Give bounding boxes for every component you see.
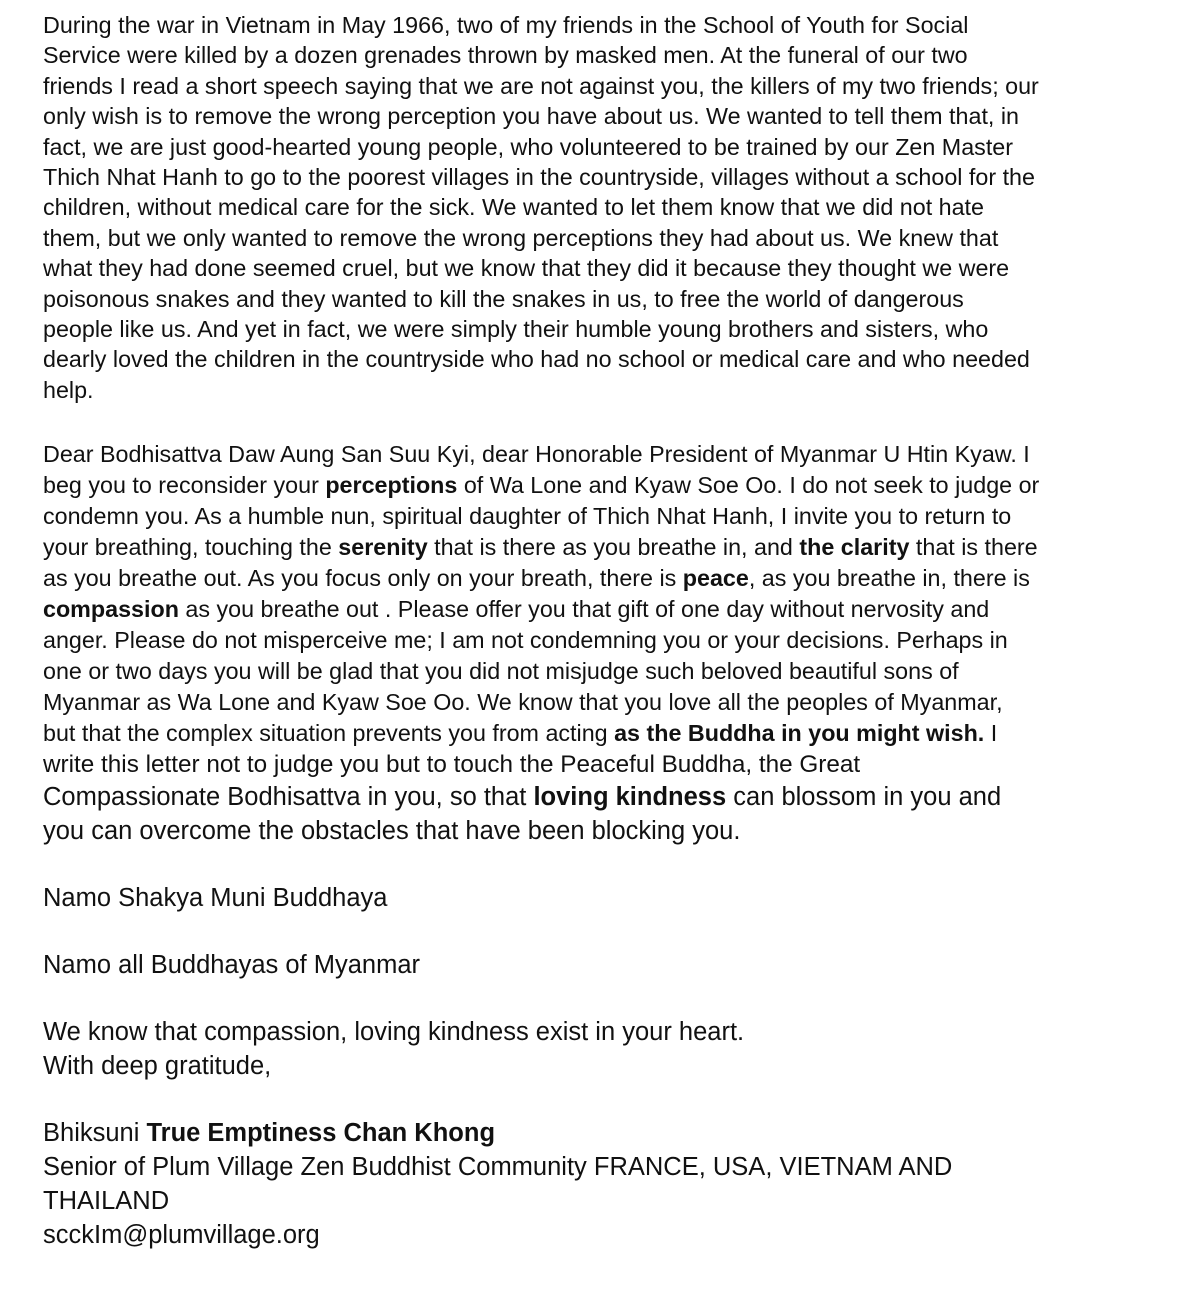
text-span: as you breathe out. As you focus only on your breath, there is — [43, 565, 683, 592]
text-line: dearly loved the children in the countryside who had no school or medical care and who needed — [43, 346, 1030, 373]
text-line: only wish is to remove the wrong perception you have about us. We wanted to tell them that, in — [43, 103, 1019, 130]
blank-line — [43, 982, 1153, 1015]
text-line: condemn you. As a humble nun, spiritual daughter of Thich Nhat Hanh, I invite you to return to — [43, 503, 1012, 530]
bold-perceptions: perceptions — [325, 472, 458, 499]
text-span: your breathing, touching the — [43, 534, 339, 561]
namo-myanmar-line: Namo all Buddhayas of Myanmar — [43, 951, 421, 980]
text-span: that is there as you breathe in, and — [427, 534, 800, 561]
bold-peace: peace — [682, 565, 749, 592]
text-line: friends I read a short speech saying that we are not against you, the killers of my two friends; our — [43, 72, 1039, 99]
blank-line — [43, 915, 1153, 948]
compassion-statement: We know that compassion, loving kindness exist in your heart. — [43, 1018, 745, 1047]
letter-page — [43, 10, 1153, 1252]
signature-role-line: THAILAND — [43, 1187, 170, 1216]
bold-buddha-wish: as the Buddha in you might wish. — [614, 720, 985, 747]
blank-line — [43, 1083, 1153, 1116]
text-line: write this letter not to judge you but to touch the Peaceful Buddha, the Great — [43, 751, 861, 779]
signature-title: Bhiksuni — [43, 1119, 147, 1148]
text-span: , as you breathe in, there is — [748, 565, 1030, 592]
text-line: anger. Please do not misperceive me; I am not condemning you or your decisions. Perhaps in — [43, 627, 1008, 654]
text-line: help. — [43, 376, 94, 403]
text-line: Dear Bodhisattva Daw Aung San Suu Kyi, dear Honorable President of Myanmar U Htin Kyaw. I — [43, 441, 1030, 468]
namo-shakya-line: Namo Shakya Muni Buddhaya — [43, 884, 388, 913]
text-line: people like us. And yet in fact, we were simply their humble young brothers and sisters, who — [43, 316, 989, 343]
text-span: but that the complex situation prevents you from acting — [43, 720, 615, 747]
signature-name-line — [43, 1116, 1153, 1150]
blank-line — [43, 848, 1153, 881]
text-line: Service were killed by a dozen grenades thrown by masked men. At the funeral of our two — [43, 42, 968, 69]
text-line: what they had done seemed cruel, but we know that they did it because they thought we were — [43, 255, 1010, 282]
text-line — [43, 594, 1153, 625]
paragraph-spacer — [43, 405, 1153, 439]
text-span: I — [984, 720, 998, 747]
signature-name: True Emptiness Chan Khong — [146, 1119, 496, 1148]
text-span: beg you to reconsider your — [43, 472, 326, 499]
bold-clarity: the clarity — [799, 534, 910, 561]
text-line — [43, 718, 1153, 749]
text-line — [43, 532, 1153, 563]
text-span: of Wa Lone and Kyaw Soe Oo. I do not seek to judge or — [457, 472, 1040, 499]
signature-role-line: Senior of Plum Village Zen Buddhist Community FRANCE, USA, VIETNAM AND — [43, 1153, 953, 1182]
text-line: poisonous snakes and they wanted to kill the snakes in us, to free the world of dangerous — [43, 285, 964, 312]
text-line: Thich Nhat Hanh to go to the poorest villages in the countryside, villages without a school for the — [43, 164, 1035, 191]
text-line — [43, 470, 1153, 501]
bold-serenity: serenity — [338, 534, 428, 561]
paragraph-war-memory — [43, 10, 1153, 405]
text-line: During the war in Vietnam in May 1966, two of my friends in the School of Youth for Social — [43, 12, 969, 38]
gratitude-line: With deep gratitude, — [43, 1052, 272, 1081]
text-line: them, but we only wanted to remove the wrong perceptions they had about us. We knew that — [43, 224, 999, 251]
text-line — [43, 563, 1153, 594]
text-line: children, without medical care for the sick. We wanted to let them know that we did not hate — [43, 194, 984, 221]
signature-email: scckIm@plumvillage.org — [43, 1221, 320, 1250]
paragraph-appeal — [43, 439, 1153, 848]
text-span: Compassionate Bodhisattva in you, so that — [43, 783, 534, 812]
closing-section — [43, 848, 1153, 1252]
text-line: fact, we are just good-hearted young people, who volunteered to be trained by our Zen Master — [43, 133, 1014, 160]
text-line: one or two days you will be glad that you did not misjudge such beloved beautiful sons of — [43, 658, 959, 685]
text-span: that is there — [909, 534, 1038, 561]
bold-loving-kindness: loving kindness — [533, 783, 727, 812]
text-line: Myanmar as Wa Lone and Kyaw Soe Oo. We know that you love all the peoples of Myanmar, — [43, 689, 1003, 716]
text-line: you can overcome the obstacles that have been blocking you. — [43, 817, 741, 846]
text-line — [43, 780, 1153, 814]
bold-compassion: compassion — [43, 596, 179, 623]
text-span: can blossom in you and — [726, 783, 1002, 812]
text-span: as you breathe out . Please offer you that gift of one day without nervosity and — [178, 596, 990, 623]
